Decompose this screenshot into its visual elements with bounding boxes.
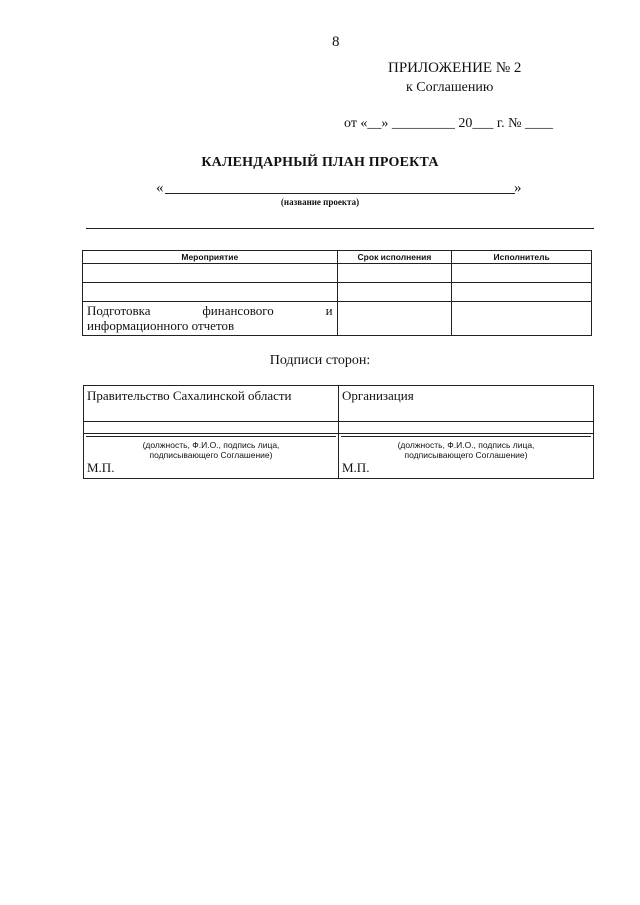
left-signature-cell <box>84 434 339 479</box>
stamp-placeholder: М.П. <box>87 460 115 475</box>
table-cell <box>83 264 338 283</box>
project-name-quote-open: « <box>156 180 164 196</box>
page-number: 8 <box>332 34 340 50</box>
activity-word: и <box>325 303 333 318</box>
right-signature-cell <box>339 434 594 479</box>
signature-caption <box>339 440 593 460</box>
signature-gap-row <box>84 422 594 434</box>
caption-line: подписывающего Соглашение) <box>149 450 273 460</box>
table-cell <box>337 283 452 302</box>
activity-text <box>83 302 337 333</box>
table-header-row <box>83 251 592 264</box>
table-cell <box>84 422 339 434</box>
project-name-caption: (название проекта) <box>280 197 360 207</box>
table-cell <box>452 264 592 283</box>
signature-party-row <box>84 386 594 422</box>
table-cell <box>337 302 452 336</box>
header-activity: Мероприятие <box>83 251 338 264</box>
table-row <box>83 283 592 302</box>
appendix-subtitle: к Соглашению <box>406 80 494 95</box>
appendix-title: ПРИЛОЖЕНИЕ № 2 <box>388 60 522 76</box>
table-cell <box>339 422 594 434</box>
signatures-table <box>83 385 594 479</box>
project-name-quote-close: » <box>514 180 522 196</box>
agreement-date-line: от «__» _________ 20___ г. № ____ <box>344 116 553 131</box>
header-deadline: Срок исполнения <box>337 251 452 264</box>
table-row <box>83 302 592 336</box>
table-cell-activity <box>83 302 338 336</box>
calendar-plan-table <box>82 250 592 336</box>
activity-word: финансового <box>202 303 274 318</box>
separator-line <box>86 228 594 229</box>
table-row <box>83 264 592 283</box>
signature-line <box>86 436 336 437</box>
signature-row <box>84 434 594 479</box>
left-party-name: Правительство Сахалинской области <box>84 386 339 422</box>
header-executor: Исполнитель <box>452 251 592 264</box>
signature-caption <box>84 440 338 460</box>
activity-word: Подготовка <box>87 303 151 318</box>
table-cell <box>452 302 592 336</box>
caption-line: (должность, Ф.И.О., подпись лица, <box>397 440 535 450</box>
caption-line: (должность, Ф.И.О., подпись лица, <box>142 440 280 450</box>
signature-line <box>341 436 591 437</box>
table-cell <box>83 283 338 302</box>
table-cell <box>337 264 452 283</box>
signatures-title: Подписи сторон: <box>269 353 371 368</box>
table-cell <box>452 283 592 302</box>
activity-line: информационного отчетов <box>87 318 235 333</box>
plan-title: КАЛЕНДАРНЫЙ ПЛАН ПРОЕКТА <box>201 155 439 170</box>
project-name-line <box>165 193 515 194</box>
caption-line: подписывающего Соглашение) <box>404 450 528 460</box>
activity-line <box>87 303 333 318</box>
right-party-name: Организация <box>339 386 594 422</box>
stamp-placeholder: М.П. <box>342 460 370 475</box>
